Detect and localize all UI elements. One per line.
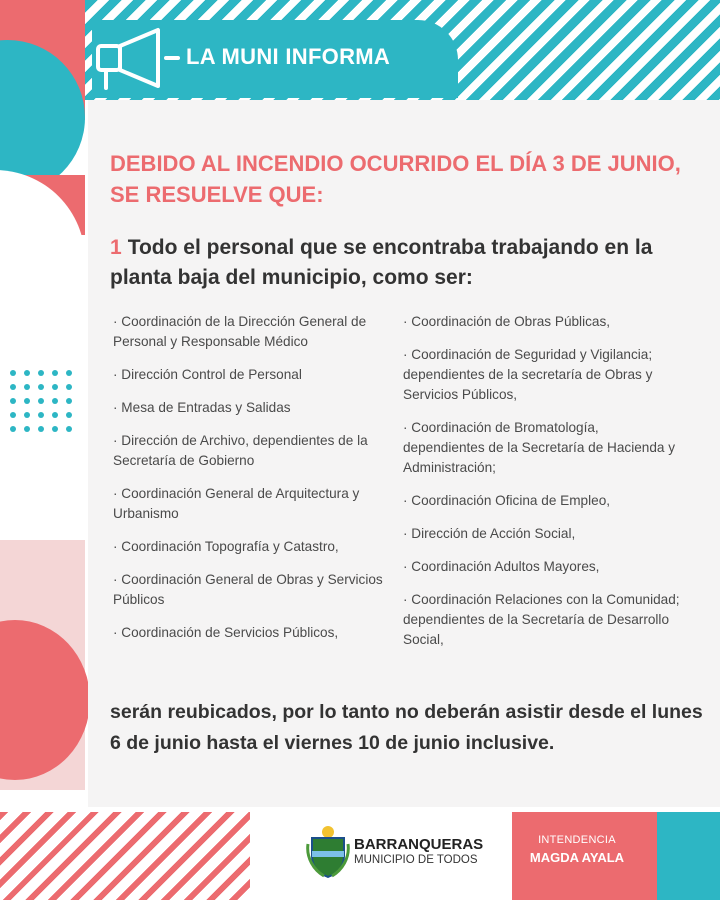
dot-grid-decoration (10, 370, 80, 440)
intendencia-label: INTENDENCIA (538, 834, 616, 846)
department-list-right (403, 312, 683, 663)
brand-name: BARRANQUERAS (354, 836, 484, 853)
list-item: · Coordinación General de Obras y Servicios Públicos (113, 572, 383, 607)
megaphone-icon (92, 26, 184, 94)
list-item: · Coordinación Adultos Mayores, (403, 559, 600, 574)
item-number: 1 (110, 236, 122, 259)
intro-text: Todo el personal que se encontraba trabajando en la planta baja del municipio, como ser: (110, 236, 653, 289)
list-item: · Coordinación de Obras Públicas, (403, 314, 611, 329)
intendente-name: MAGDA AYALA (529, 850, 625, 865)
list-item: · Coordinación de Servicios Públicos, (113, 625, 339, 640)
list-item: · Dirección de Acción Social, (403, 526, 576, 541)
header-title: LA MUNI INFORMA (186, 44, 391, 69)
list-item: · Coordinación de Bromatología, dependientes de la Secretaría de Hacienda y Administración; (403, 420, 676, 475)
list-item: · Coordinación Relaciones con la Comunidad; dependientes de la Secretaría de Desarrollo Social, (403, 592, 680, 647)
footer-stripe-pattern (0, 812, 250, 900)
list-item: · Coordinación Oficina de Empleo, (403, 493, 611, 508)
list-item: · Coordinación Topografía y Catastro, (113, 539, 339, 554)
intro-paragraph (110, 233, 710, 293)
closing-paragraph: serán reubicados, por lo tanto no deberán asistir desde el lunes 6 de junio hasta el viernes 10 de junio inclusive. (110, 701, 703, 754)
list-item: · Coordinación General de Arquitectura y Urbanismo (113, 486, 360, 521)
list-item: · Coordinación de Seguridad y Vigilancia; dependientes de la secretaría de Obras y Servicios Públicos, (403, 347, 653, 402)
list-item: · Coordinación de la Dirección General de Personal y Responsable Médico (113, 314, 367, 349)
coat-of-arms-icon (306, 824, 350, 878)
list-item: · Dirección de Archivo, dependientes de la Secretaría de Gobierno (113, 433, 368, 468)
footer-teal-block (657, 812, 720, 900)
list-item: · Dirección Control de Personal (113, 367, 302, 382)
brand-tagline: MUNICIPIO DE TODOS (354, 854, 478, 866)
department-list-left (113, 312, 388, 656)
list-item: · Mesa de Entradas y Salidas (113, 400, 291, 415)
headline: DEBIDO AL INCENDIO OCURRIDO EL DÍA 3 DE JUNIO, SE RESUELVE QUE: (110, 151, 681, 207)
